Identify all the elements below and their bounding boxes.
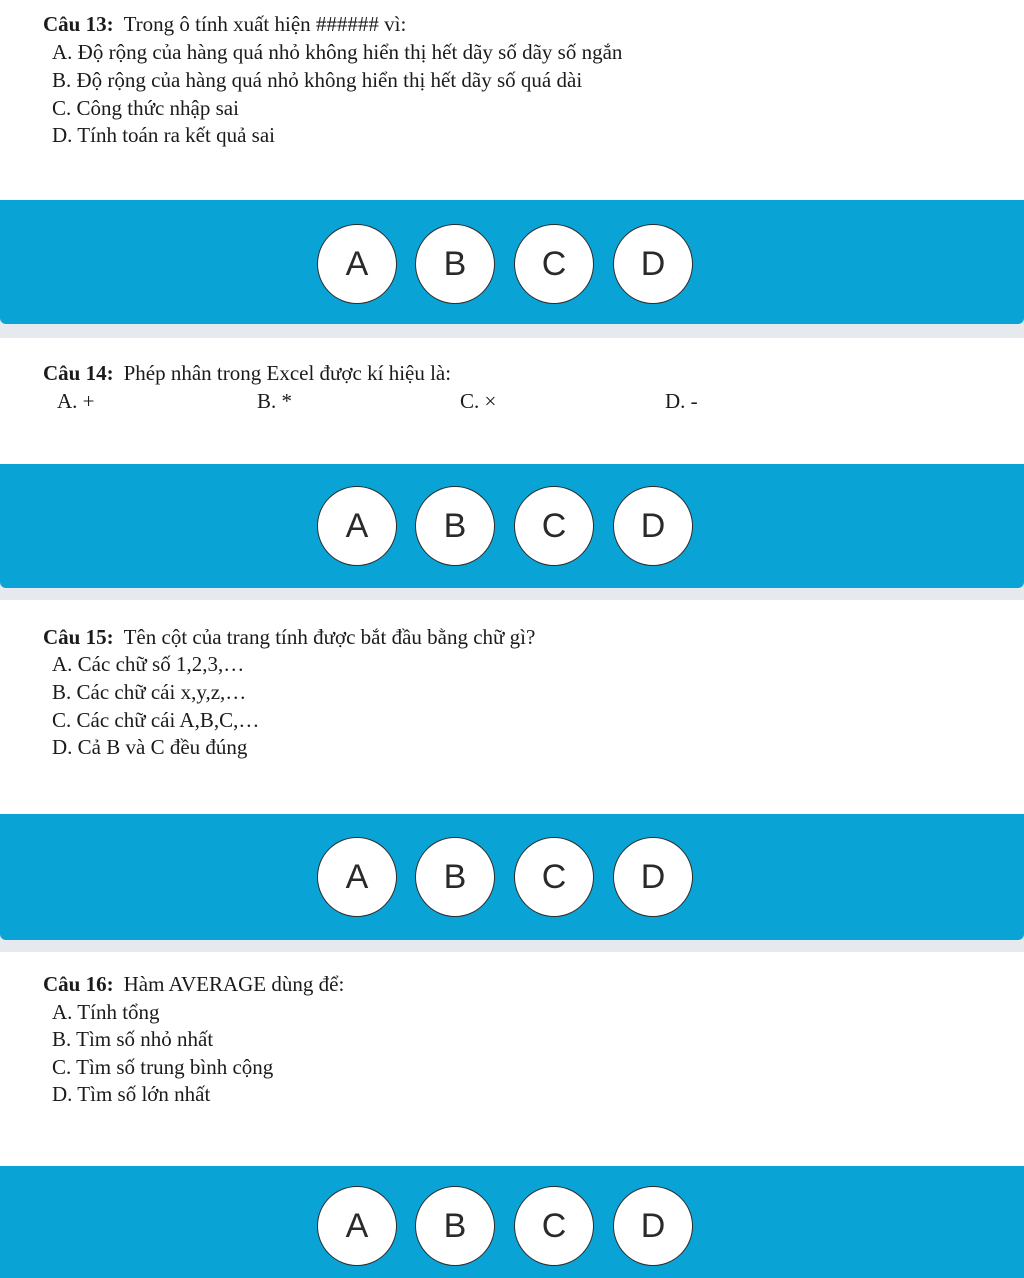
answer-button-a[interactable]: A bbox=[317, 486, 397, 566]
question-card-16 bbox=[0, 952, 1024, 1166]
answer-button-c[interactable]: C bbox=[514, 837, 594, 917]
question-14-label: Câu 14: bbox=[43, 361, 114, 385]
question-16-option-b: B. Tìm số nhỏ nhất bbox=[52, 1027, 214, 1051]
answer-bar-16 bbox=[0, 1166, 1024, 1278]
answer-button-d[interactable]: D bbox=[613, 486, 693, 566]
question-14-option-b: B. * bbox=[257, 389, 293, 413]
answer-bar-13 bbox=[0, 200, 1024, 324]
question-13-text: Trong ô tính xuất hiện ###### vì: bbox=[123, 12, 407, 36]
answer-bar-15 bbox=[0, 814, 1024, 940]
answer-button-a[interactable]: A bbox=[317, 1186, 397, 1266]
question-13-option-c: C. Công thức nhập sai bbox=[52, 96, 239, 120]
answer-button-c[interactable]: C bbox=[514, 486, 594, 566]
answer-bar-14 bbox=[0, 464, 1024, 588]
answer-button-c[interactable]: C bbox=[514, 1186, 594, 1266]
question-16-option-c: C. Tìm số trung bình cộng bbox=[52, 1055, 274, 1079]
question-15-option-c: C. Các chữ cái A,B,C,… bbox=[52, 708, 260, 732]
question-16-label: Câu 16: bbox=[43, 972, 114, 996]
question-16-title bbox=[43, 974, 344, 995]
answer-button-d[interactable]: D bbox=[613, 224, 693, 304]
question-13-option-a: A. Độ rộng của hàng quá nhỏ không hiển thị hết dãy số dãy số ngắn bbox=[52, 40, 623, 64]
question-13-title bbox=[43, 14, 406, 35]
answer-button-a[interactable]: A bbox=[317, 837, 397, 917]
question-15-title bbox=[43, 627, 535, 648]
question-14-option-c: C. × bbox=[460, 389, 497, 413]
question-15-option-b: B. Các chữ cái x,y,z,… bbox=[52, 680, 247, 704]
question-13-option-d: D. Tính toán ra kết quả sai bbox=[52, 123, 275, 147]
answer-button-b[interactable]: B bbox=[415, 1186, 495, 1266]
question-card-13 bbox=[0, 0, 1024, 200]
answer-button-b[interactable]: B bbox=[415, 837, 495, 917]
answer-button-a[interactable]: A bbox=[317, 224, 397, 304]
question-16-option-d: D. Tìm số lớn nhất bbox=[52, 1082, 211, 1106]
answer-button-c[interactable]: C bbox=[514, 224, 594, 304]
question-15-option-d: D. Cả B và C đều đúng bbox=[52, 735, 248, 759]
question-14-option-a: A. + bbox=[57, 389, 95, 413]
question-15-text: Tên cột của trang tính được bắt đầu bằng chữ gì? bbox=[123, 625, 536, 649]
answer-button-b[interactable]: B bbox=[415, 486, 495, 566]
answer-button-d[interactable]: D bbox=[613, 1186, 693, 1266]
question-13-label: Câu 13: bbox=[43, 12, 114, 36]
question-14-option-d: D. - bbox=[665, 389, 698, 413]
question-14-text: Phép nhân trong Excel được kí hiệu là: bbox=[123, 361, 452, 385]
question-card-15 bbox=[0, 600, 1024, 814]
answer-button-d[interactable]: D bbox=[613, 837, 693, 917]
question-16-option-a: A. Tính tổng bbox=[52, 1000, 160, 1024]
question-card-14 bbox=[0, 338, 1024, 464]
answer-button-b[interactable]: B bbox=[415, 224, 495, 304]
question-14-title bbox=[43, 363, 451, 384]
question-13-option-b: B. Độ rộng của hàng quá nhỏ không hiển thị hết dãy số quá dài bbox=[52, 68, 583, 92]
question-15-label: Câu 15: bbox=[43, 625, 114, 649]
question-16-text: Hàm AVERAGE dùng để: bbox=[123, 972, 345, 996]
question-15-option-a: A. Các chữ số 1,2,3,… bbox=[52, 652, 245, 676]
